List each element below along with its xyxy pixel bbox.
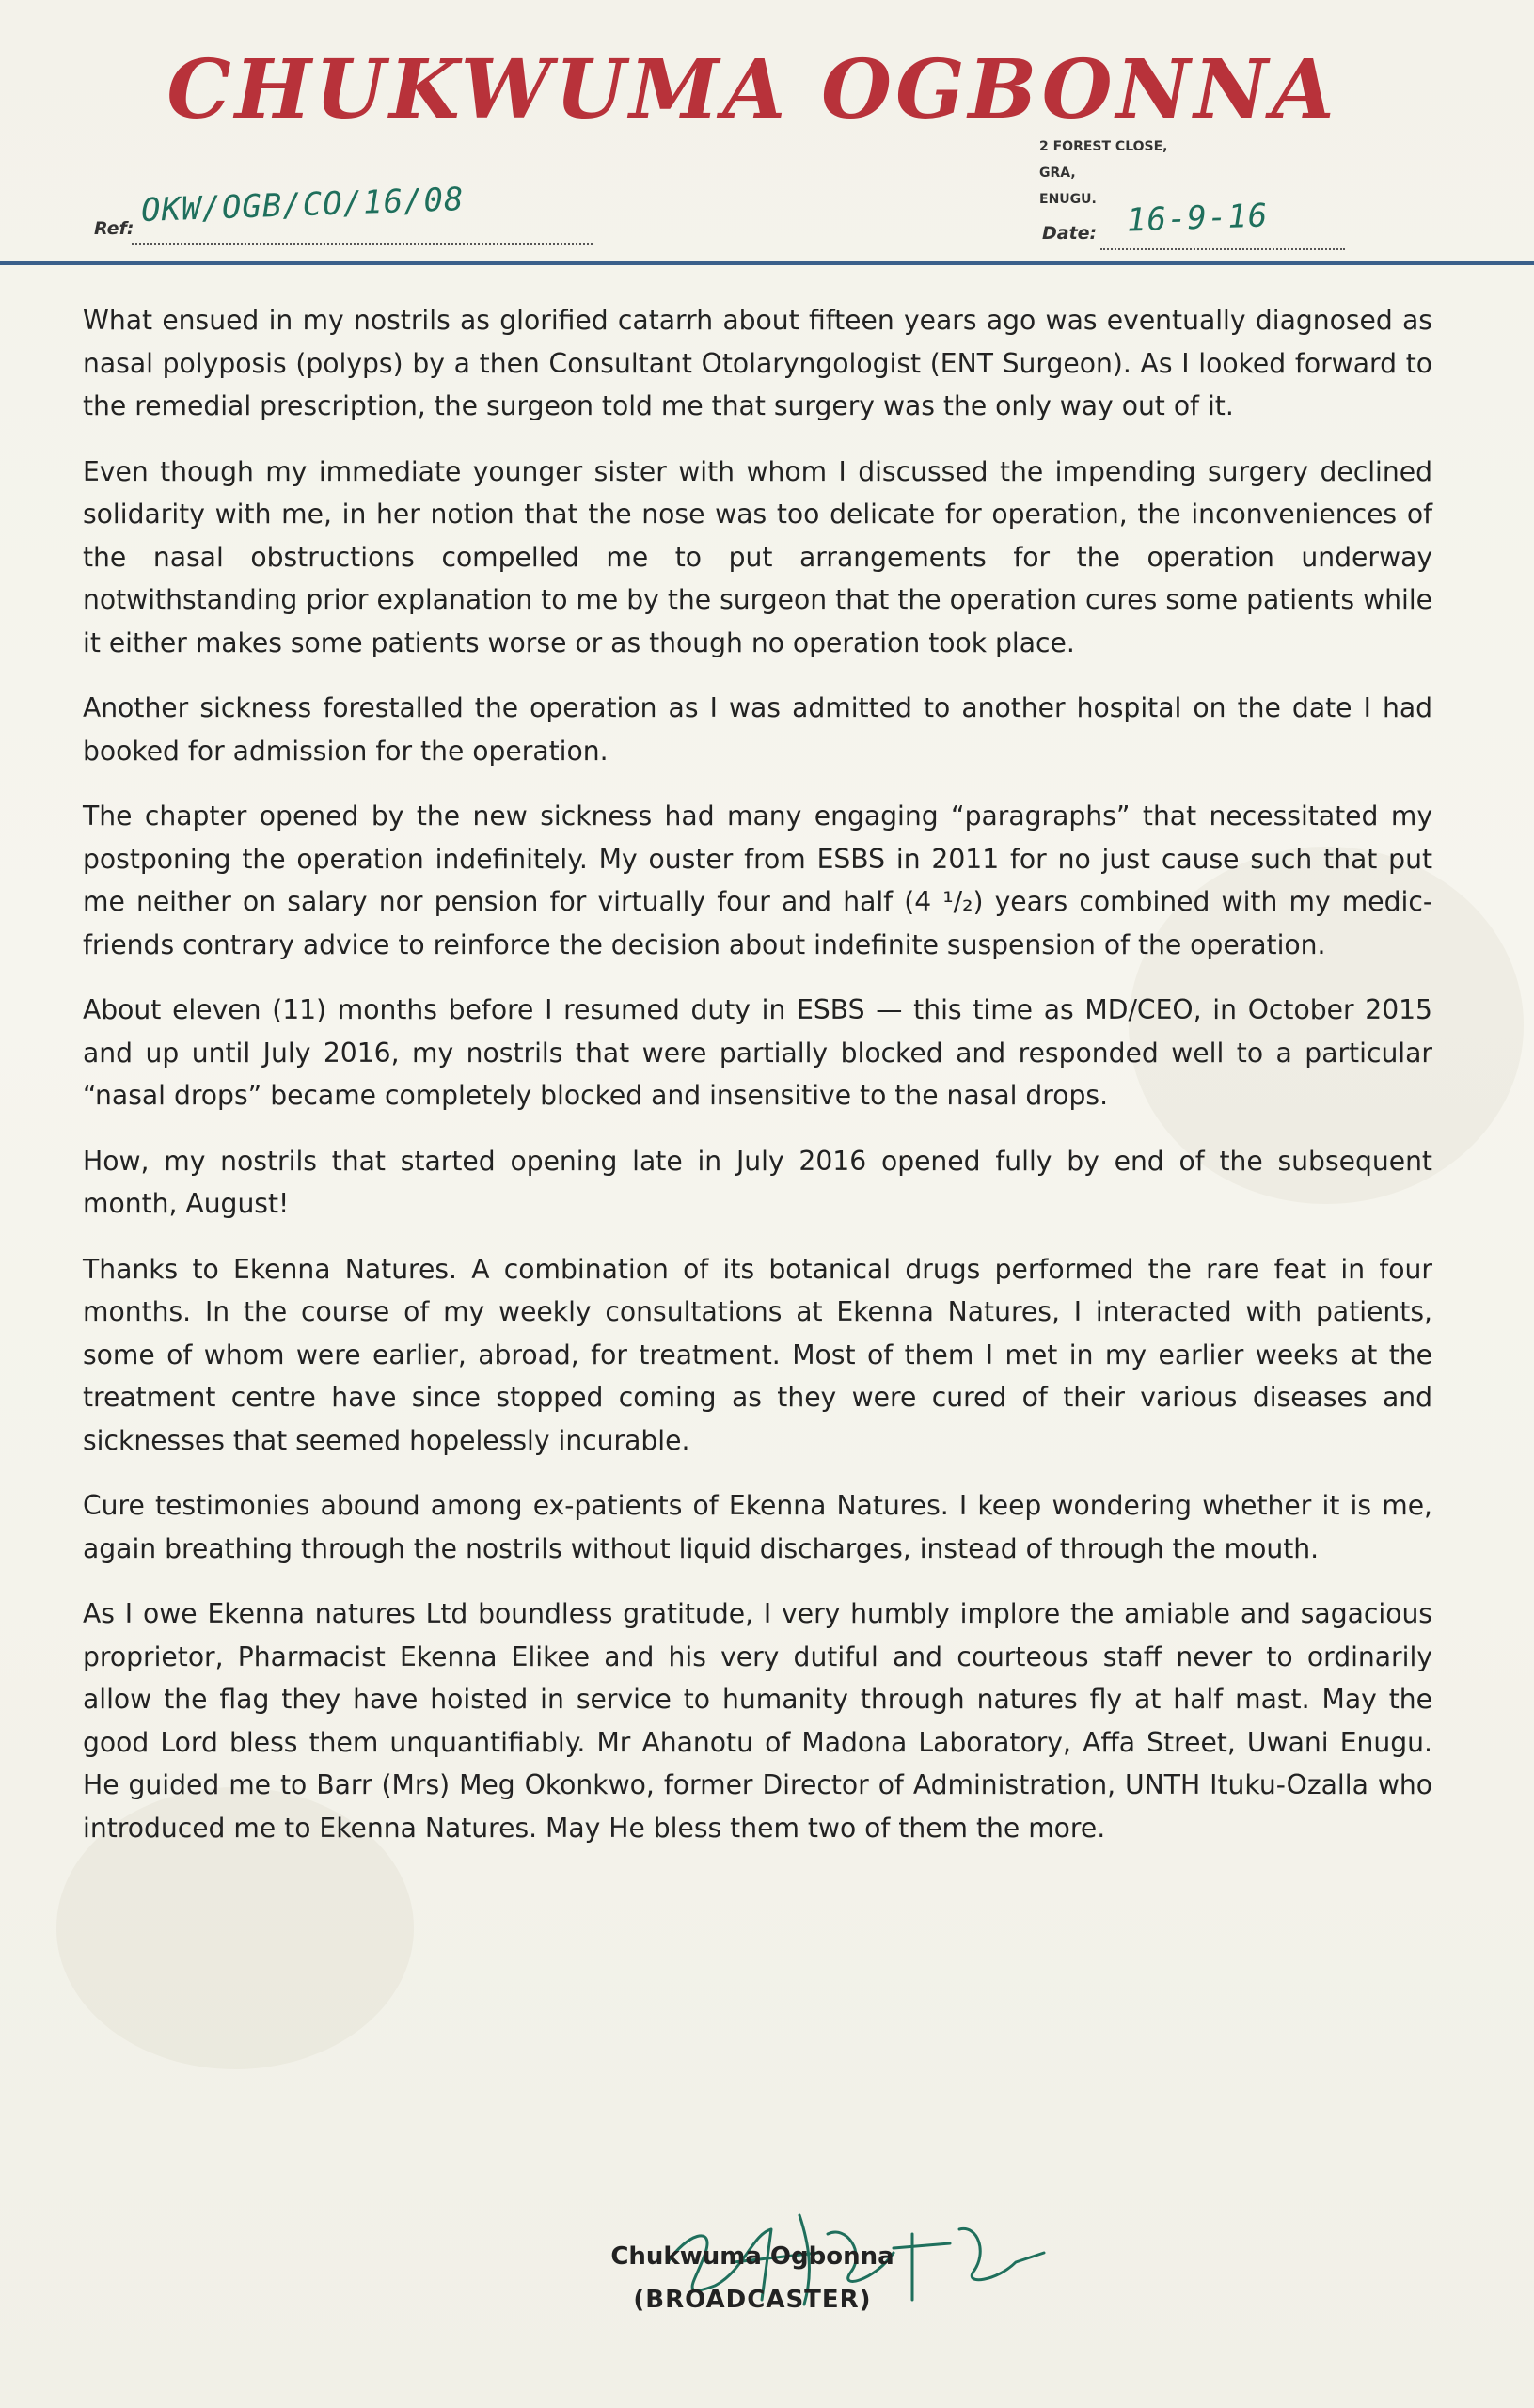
paragraph: Cure testimonies abound among ex-patients of Ekenna Natures. I keep wondering whether it is me, again breathing through the nostrils without liquid discharges, instead of through the mouth. (83, 1490, 1432, 1564)
letterhead-rule (0, 261, 1534, 265)
ref-dotted-line (132, 243, 593, 245)
paragraph: Another sickness forestalled the operation as I was admitted to another hospital on the date I had booked for admission for the operation. (83, 692, 1432, 767)
letterhead-name: CHUKWUMA OGBONNA (166, 42, 1338, 137)
signatory-name: Chukwuma Ogbonna (610, 2242, 894, 2271)
date-value: 16-9-16 (1126, 197, 1269, 240)
letter-body (83, 299, 1432, 1872)
signatory-title: (BROADCASTER) (633, 2286, 872, 2314)
paragraph: Thanks to Ekenna Natures. A combination of its botanical drugs performed the rare feat in four months. In the course of my weekly consultations at Ekenna Natures, I interacted with patients, some of whom were earlier, abroad, for treatment. Most of them I met in my earlier weeks at the treatment centre have since stopped coming as they were cured of their various diseases and sicknesses that seemed hopelessly incurable. (83, 1253, 1432, 1456)
ref-label: Ref: (94, 218, 134, 239)
paragraph: What ensued in my nostrils as glorified catarrh about fifteen years ago was eventually diagnosed as nasal polyposis (polyps) by a then Consultant Otolaryngologist (ENT Surgeon). As I looked forward to the remedial prescription, the surgeon told me that surgery was the only way out of it. (83, 305, 1432, 421)
address-line: ENUGU. (1039, 192, 1097, 207)
paragraph: Even though my immediate younger sister with whom I discussed the impending surgery declined solidarity with me, in her notion that the nose was too delicate for operation, the inconveniences of the nasal obstructions compelled me to put arrangements for the operation underway notwithstanding prior explanation to me by the surgeon that the operation cures some patients while it either makes some patients worse or as though no operation took place. (83, 455, 1432, 658)
date-label: Date: (1042, 223, 1098, 244)
ref-value: OKW/OGB/CO/16/08 (140, 181, 466, 230)
paragraph: The chapter opened by the new sickness had many engaging “paragraphs” that necessitated my postponing the operation indefinitely. My ouster from ESBS in 2011 for no just cause such that put me neither on salary nor pension for virtually four and half (4 ¹/₂) years combined with my medic-friends contrary advice to reinforce the decision about indefinite suspension of the operation. (83, 800, 1432, 960)
date-dotted-line (1100, 248, 1345, 250)
paragraph: How, my nostrils that started opening late in July 2016 opened fully by end of the subsequent month, August! (83, 1145, 1432, 1219)
address-line: GRA, (1039, 166, 1076, 181)
paragraph: As I owe Ekenna natures Ltd boundless gratitude, I very humbly implore the amiable and sagacious proprietor, Pharmacist Ekenna Elikee and his very dutiful and courteous staff never to ordinarily allow the flag they have hoisted in service to humanity through natures fly at half mast. May the good Lord bless them unquantifiably. Mr Ahanotu of Madona Laboratory, Affa Street, Uwani Enugu. He guided me to Barr (Mrs) Meg Okonkwo, former Director of Administration, UNTH Ituku-Ozalla who introduced me to Ekenna Natures. May He bless them two of them the more. (83, 1598, 1432, 1844)
address-line: 2 FOREST CLOSE, (1039, 139, 1168, 154)
paragraph: About eleven (11) months before I resumed duty in ESBS — this time as MD/CEO, in October 2015 and up until July 2016, my nostrils that were partially blocked and responded well to a particular “nasal drops” became completely blocked and insensitive to the nasal drops. (83, 994, 1432, 1111)
